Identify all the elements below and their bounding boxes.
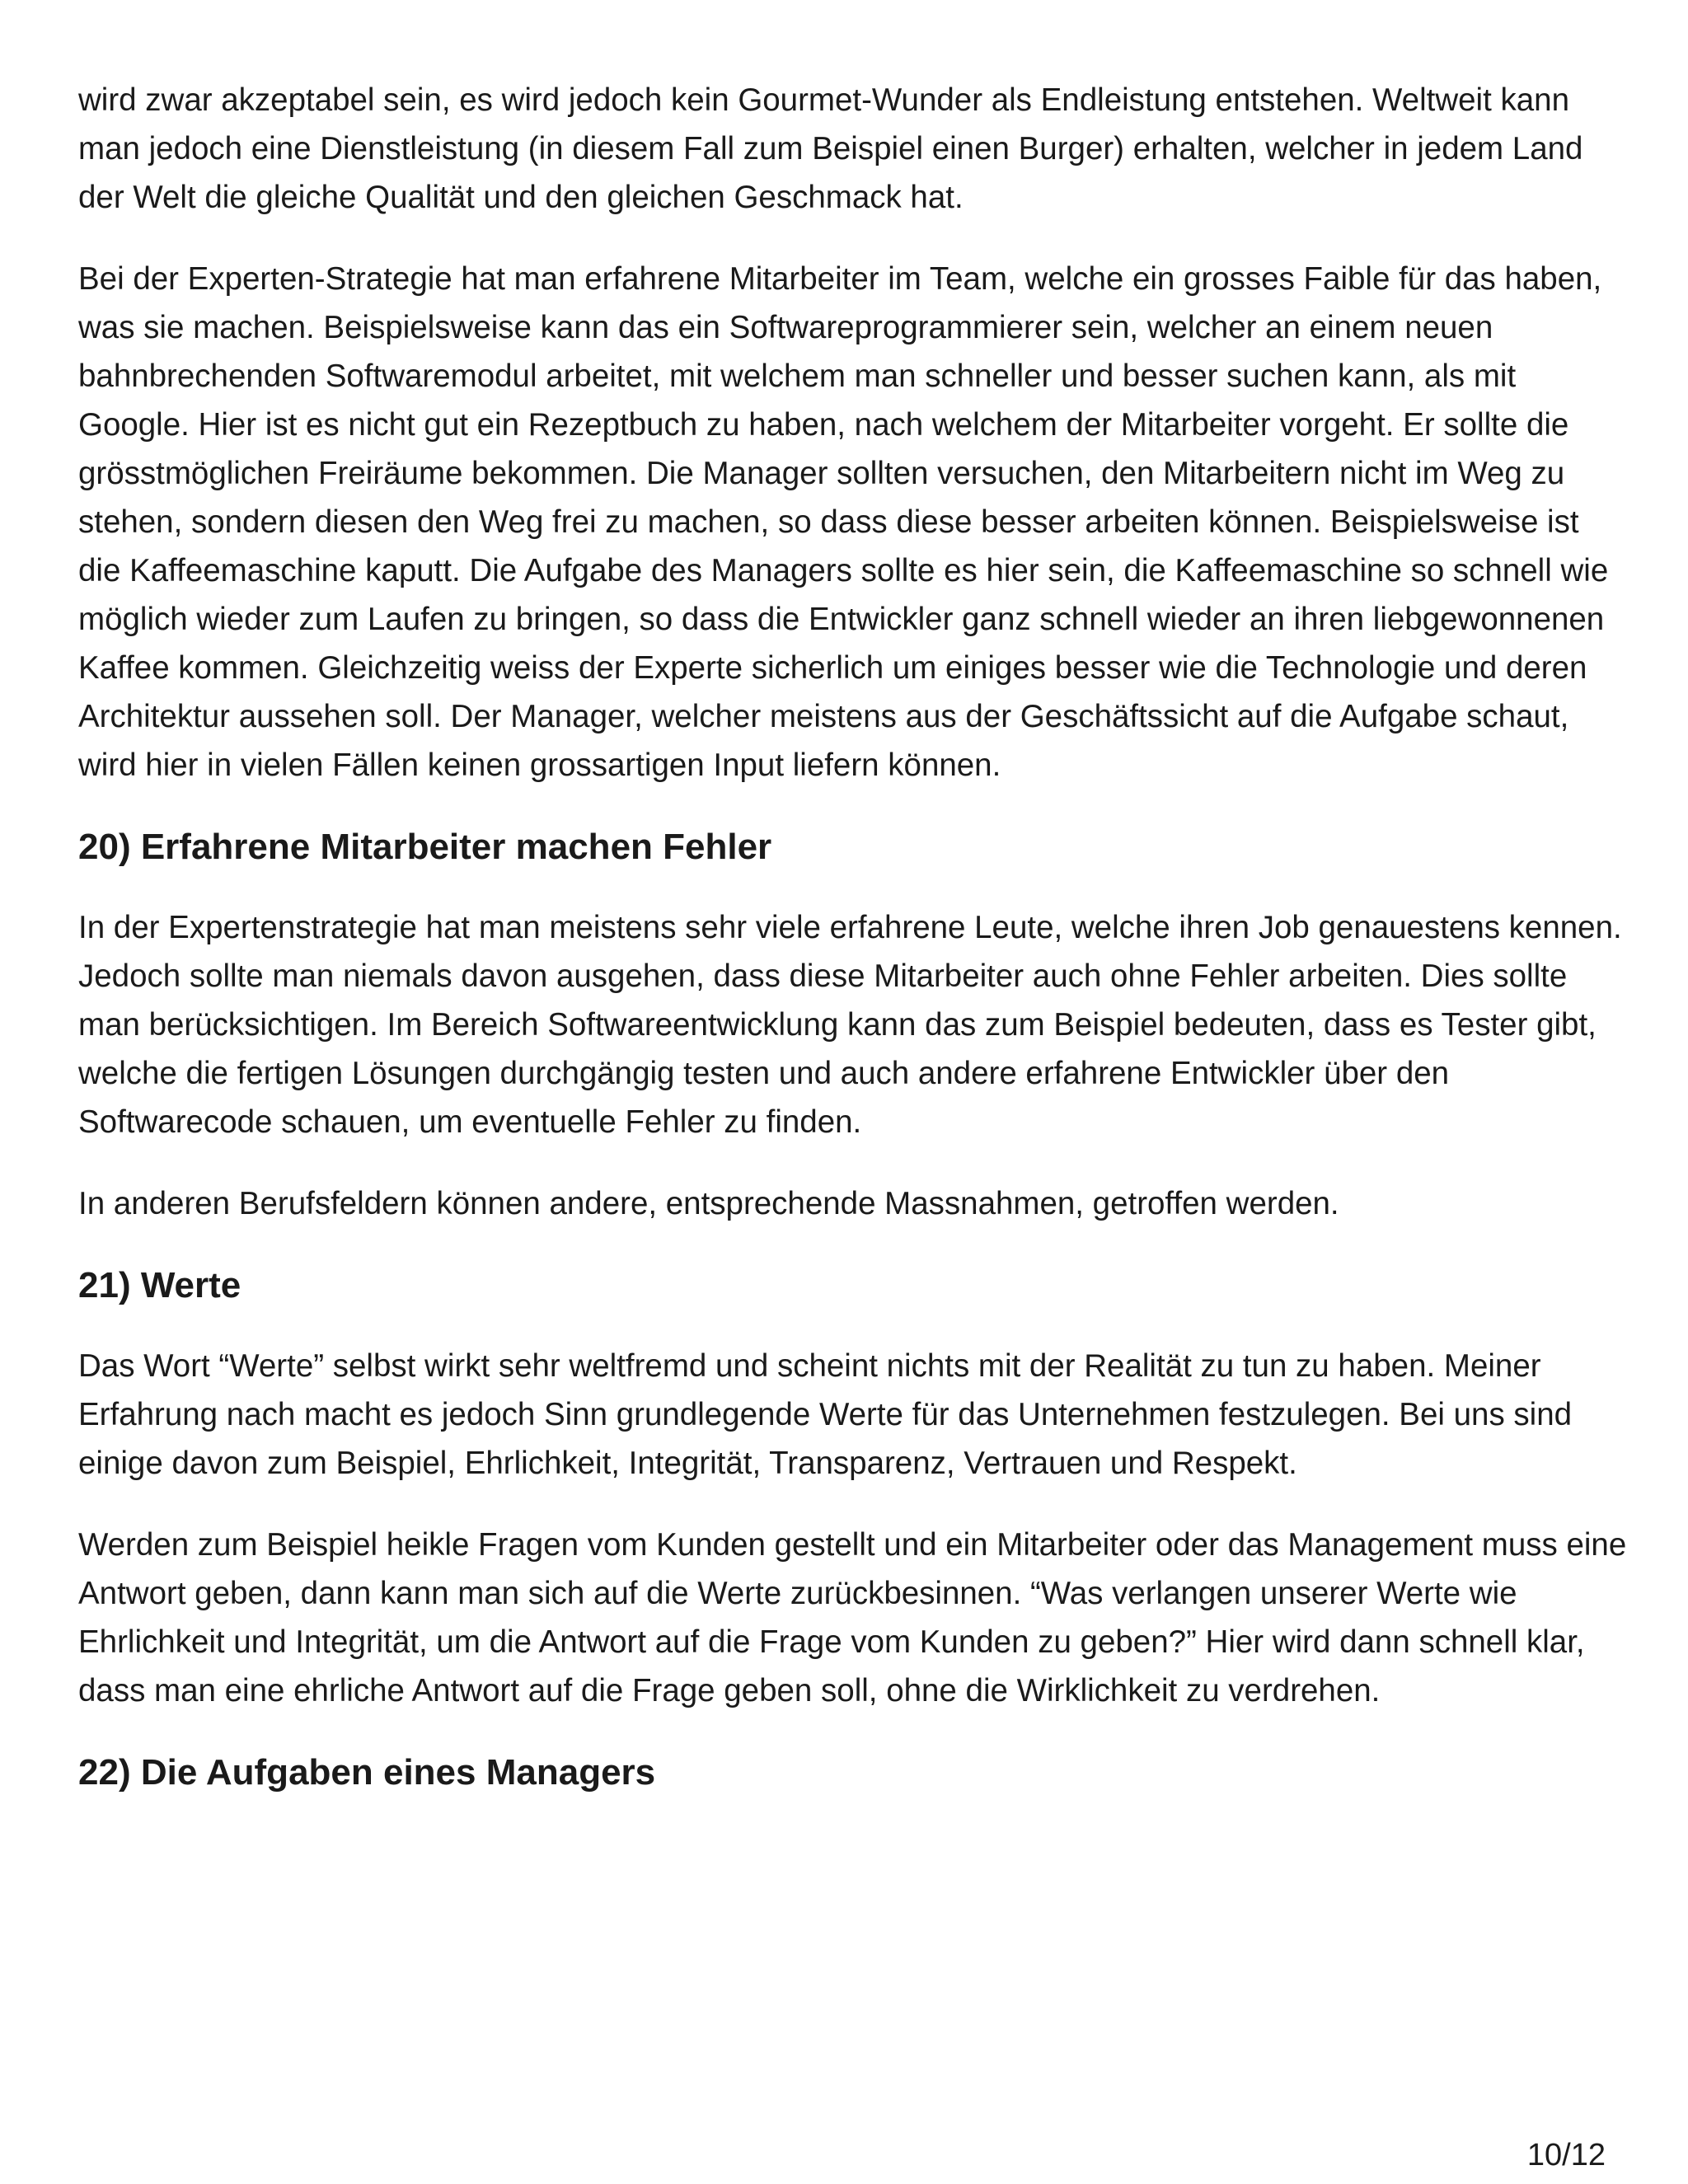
paragraph-other-fields: In anderen Berufsfeldern können andere, entsprechende Massnahmen, getroffen werden. bbox=[78, 1186, 1339, 1221]
section-heading-22: 22) Die Aufgaben eines Managers bbox=[78, 1752, 656, 1793]
paragraph-burger-quality: wird zwar akzeptabel sein, es wird jedoch kein Gourmet-Wunder als Endleistung entstehen. Weltweit kann man jedoch eine Dienstleistung (in diesem Fall zum Beispiel einen Burger) erhalten, welcher in jedem Land der Welt die gleiche Qualität und den gleichen Geschmack hat. bbox=[78, 82, 1583, 215]
paragraph-values-intro: Das Wort “Werte” selbst wirkt sehr weltfremd und scheint nichts mit der Realität zu tun zu haben. Meiner Erfahrung nach macht es jedoch Sinn grundlegende Werte für das Unternehmen festzulegen. Bei uns sind einige davon zum Beispiel, Ehrlichkeit, Integrität, Transparenz, Vertrauen und Respekt. bbox=[78, 1348, 1573, 1481]
paragraph-experienced-errors: In der Expertenstrategie hat man meistens sehr viele erfahrene Leute, welche ihren Job genauestens kennen. Jedoch sollte man niemals davon ausgehen, dass diese Mitarbeiter auch ohne Fehler arbeiten. Dies sollte man berücksichtigen. Im Bereich Softwareentwicklung kann das zum Beispiel bedeuten, dass es Tester gibt, welche die fertigen Lösungen durchgängig testen und auch andere erfahrene Entwickler über den Softwarecode schauen, um eventuelle Fehler zu finden. bbox=[78, 910, 1622, 1140]
document-body bbox=[78, 76, 1628, 1829]
page-number: 10/12 bbox=[1526, 2138, 1606, 2172]
section-heading-20: 20) Erfahrene Mitarbeiter machen Fehler bbox=[78, 827, 772, 867]
section-heading-21: 21) Werte bbox=[78, 1265, 241, 1305]
paragraph-expert-strategy: Bei der Experten-Strategie hat man erfahrene Mitarbeiter im Team, welche ein grosses Faible für das haben, was sie machen. Beispielsweise kann das ein Softwareprogrammierer sein, welcher an einem neuen bahnbrechenden Softwaremodul arbeitet, mit welchem man schneller und besser suchen kann, als mit Google. Hier ist es nicht gut ein Rezeptbuch zu haben, nach welchem der Mitarbeiter vorgeht. Er sollte die grösstmöglichen Freiräume bekommen. Die Manager sollten versuchen, den Mitarbeitern nicht im Weg zu stehen, sondern diesen den Weg frei zu machen, so dass diese besser arbeiten können. Beispielsweise ist die Kaffeemaschine kaputt. Die Aufgabe des Managers sollte es hier sein, die Kaffeemaschine so schnell wie möglich wieder zum Laufen zu bringen, so dass die Entwickler ganz schnell wieder an ihren liebgewonnenen Kaffee kommen. Gleichzeitig weiss der Experte sicherlich um einiges besser wie die Technologie und deren Architektur aussehen soll. Der Manager, welcher meistens aus der Geschäftssicht auf die Aufgabe schaut, wird hier in vielen Fällen keinen grossartigen Input liefern können. bbox=[78, 261, 1609, 783]
paragraph-values-example: Werden zum Beispiel heikle Fragen vom Kunden gestellt und ein Mitarbeiter oder das Management muss eine Antwort geben, dann kann man sich auf die Werte zurückbesinnen. “Was verlangen unserer Werte wie Ehrlichkeit und Integrität, um die Antwort auf die Frage vom Kunden zu geben?” Hier wird dann schnell klar, dass man eine ehrliche Antwort auf die Frage geben soll, ohne die Wirklichkeit zu verdrehen. bbox=[78, 1527, 1627, 1708]
